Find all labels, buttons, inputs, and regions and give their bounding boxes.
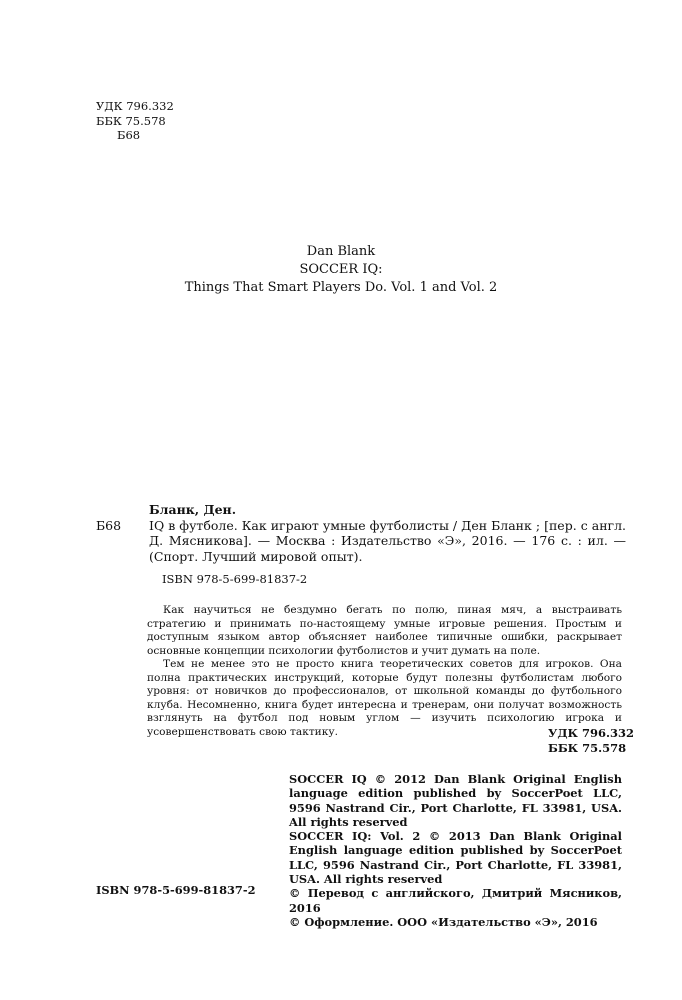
udk-code: УДК 796.332 [96,99,174,113]
original-subtitle: Things That Smart Players Do. Vol. 1 and Vol. 2 [184,280,498,295]
copyright-line: SOCCER IQ: Vol. 2 © 2013 Dan Blank Original English language edition published by SoccerPoet LLC, 9596 Nastrand Cir., Port Charlotte, FL 33981, USA. All rights reserved [289,829,622,887]
copyright-line: SOCCER IQ © 2012 Dan Blank Original English language edition published by SoccerPoet LLC, 9596 Nastrand Cir., Port Charlotte, FL 33981, USA. All rights reserved [289,772,622,829]
copyright-block [289,772,622,929]
original-title: SOCCER IQ: [299,262,383,277]
card-code: Б68 [96,517,122,533]
original-author: Dan Blank [306,244,376,259]
bbk-code: ББК 75.578 [96,113,166,128]
original-title-block [150,243,532,297]
author-mark: Б68 [117,128,141,142]
annotation [147,604,622,739]
card-description: IQ в футболе. Как играют умные футболисты / Ден Бланк ; [пер. с англ. Д. Мясникова]. — Москва : Издательство «Э», 2016. — 176 с. : ил. — (Спорт. Лучший мировой опыт). [149,517,626,564]
copyright-line: © Оформление. ООО «Издательство «Э», 2016 [289,914,598,929]
isbn-bottom: ISBN 978-5-699-81837-2 [96,883,256,897]
copyright-line: © Перевод с английского, Дмитрий Мясников, 2016 [289,886,622,915]
card-isbn: ISBN 978-5-699-81837-2 [162,572,308,586]
bbk-code: ББК 75.578 [548,740,627,755]
card-entry [96,518,626,565]
classification-block-top [96,99,174,143]
annotation-paragraph: Как научиться не бездумно бегать по полю, пиная мяч, а выстраивать стратегию и принимать по-настоящему умные игровые решения. Простым и доступным языком автор объясняет наиболее типичные ошибки, раскрывает основные концепции психологии футболистов и учит думать на поле. [147,604,622,657]
catalog-card [96,502,626,588]
annotation-paragraph: Тем не менее это не просто книга теоретических советов для игроков. Она полна практических инструкций, которые будут полезны футболистам любого уровня: от новичков до профессионалов, от школьной команды до футбольного клуба. Несомненно, книга будет интересна и тренерам, они получат возможность взглянуть на футбол под новым углом — изучить психологию игрока и усовершенствовать свою тактику. [147,658,622,738]
card-author-heading: Бланк, Ден. [149,502,237,517]
classification-block-right [548,726,634,755]
udk-code: УДК 796.332 [548,726,635,740]
